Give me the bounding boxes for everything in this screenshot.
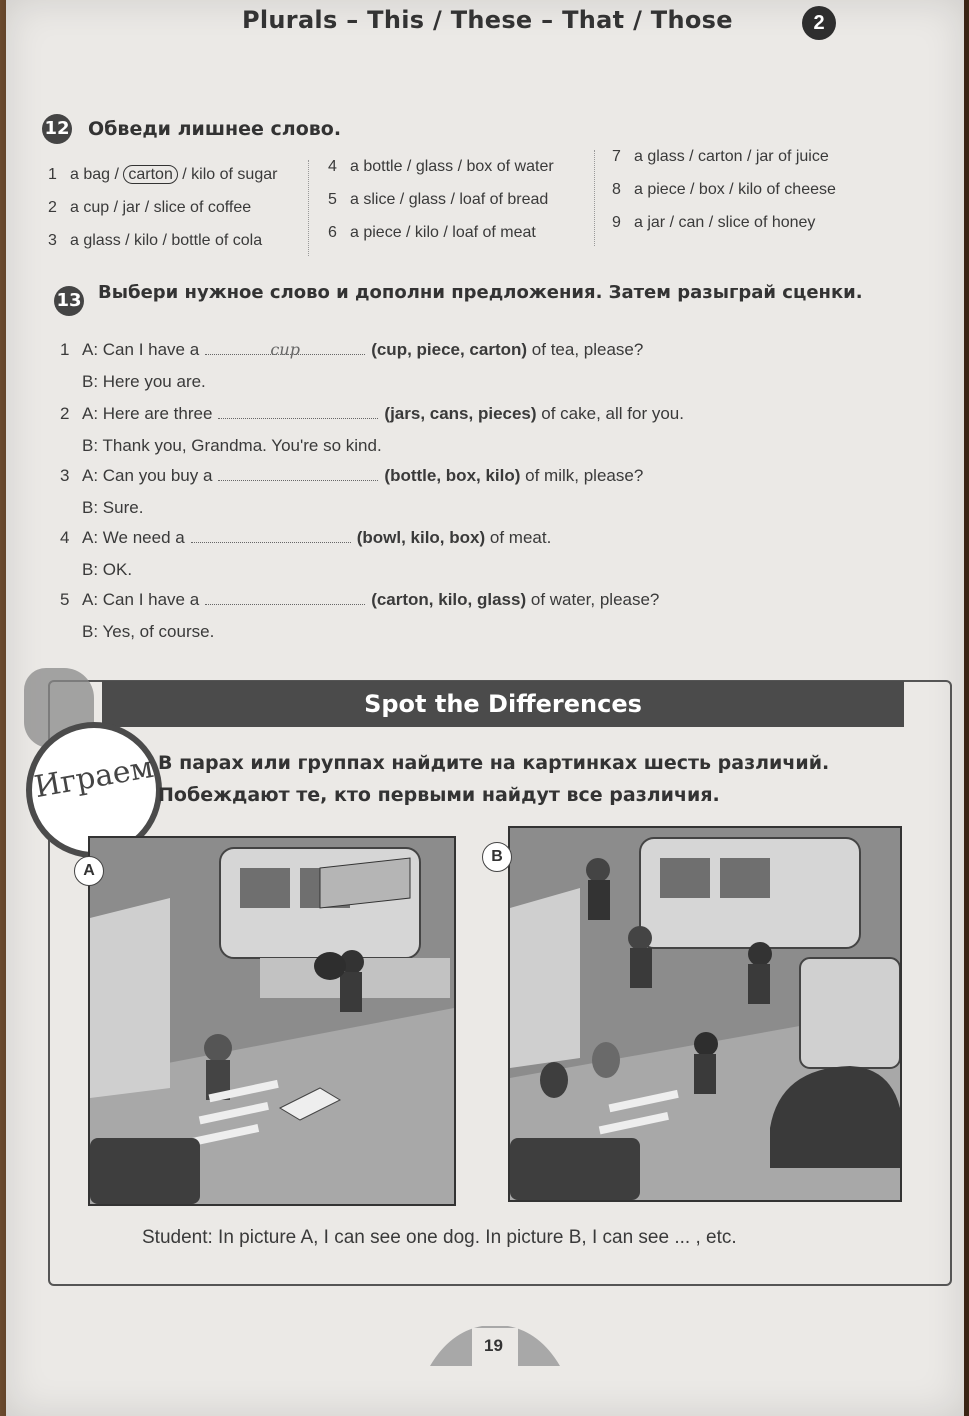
exercise-12-item: 1 a bag / carton / kilo of sugar (48, 166, 278, 183)
dialog-line-a: 4 A: We need a (bowl, kilo, box) of meat. (60, 528, 552, 547)
game-badge-label: Играем (31, 749, 157, 806)
picture-b-label: B (482, 842, 512, 872)
dialog-line-a: 3 A: Can you buy a (bottle, box, kilo) of milk, please? (60, 466, 644, 485)
exercise-12-column-2 (328, 150, 554, 249)
picture-a-label: A (74, 856, 104, 886)
answer-blank[interactable] (218, 404, 378, 419)
dialog-line-a: 5 A: Can I have a (carton, kilo, glass) of water, please? (60, 590, 660, 609)
game-instruction-line-2: Побеждают те, кто первыми найдут все различия. (158, 784, 720, 806)
exercise-12-item: 4 a bottle / glass / box of water (328, 158, 554, 175)
dialog-line-b: B: Thank you, Grandma. You're so kind. (82, 436, 382, 455)
dialog-line-a: 2 A: Here are three (jars, cans, pieces) of cake, all for you. (60, 404, 684, 423)
answer-blank[interactable] (205, 590, 365, 605)
exercise-12-item: 5 a slice / glass / loaf of bread (328, 191, 549, 208)
street-scene-illustration-a (90, 838, 454, 1204)
game-title: Spot the Differences (364, 690, 642, 718)
exercise-12-column-1 (48, 158, 277, 257)
picture-b (508, 826, 902, 1202)
student-example: Student: In picture A, I can see one dog. In picture B, I can see ... , etc. (142, 1227, 737, 1248)
circled-answer: carton (123, 165, 177, 184)
dialog-line-a: 1 A: Can I have a cup (cup, piece, carton) of tea, please? (60, 340, 644, 359)
game-title-bar (102, 681, 904, 727)
exercise-12-item: 7 a glass / carton / jar of juice (612, 148, 829, 165)
dialog-line-b: B: Yes, of course. (82, 622, 215, 641)
exercise-12-number: 12 (42, 114, 72, 144)
workbook-page (6, 0, 964, 1416)
exercise-12-item: 8 a piece / box / kilo of cheese (612, 181, 836, 198)
street-scene-illustration-b (510, 828, 900, 1200)
page-number: 19 (484, 1336, 503, 1355)
exercise-12-item: 2 a cup / jar / slice of coffee (48, 199, 252, 216)
dialog-line-b: B: Here you are. (82, 372, 206, 391)
handwritten-answer: cup (270, 340, 300, 359)
dialog-line-b: B: Sure. (82, 498, 144, 517)
exercise-12-item: 9 a jar / can / slice of honey (612, 214, 816, 231)
unit-badge: 2 (802, 6, 836, 40)
column-divider (594, 150, 595, 246)
exercise-13-number: 13 (54, 286, 84, 316)
exercise-12-item: 3 a glass / kilo / bottle of cola (48, 232, 263, 249)
exercise-12-column-3 (612, 140, 836, 239)
dialog-line-b: B: OK. (82, 560, 133, 579)
game-instruction-line-1: В парах или группах найдите на картинках шесть различий. (158, 752, 830, 774)
exercise-13-instruction: Выбери нужное слово и дополни предложения. Затем разыграй сценки. (98, 282, 863, 303)
column-divider (308, 160, 309, 256)
exercise-12-instruction: Обведи лишнее слово. (88, 118, 342, 140)
answer-blank[interactable] (205, 340, 365, 359)
answer-blank[interactable] (218, 466, 378, 481)
picture-a (88, 836, 456, 1206)
answer-blank[interactable] (191, 528, 351, 543)
exercise-12-item: 6 a piece / kilo / loaf of meat (328, 224, 536, 241)
page-title: Plurals – This / These – That / Those (242, 6, 733, 34)
